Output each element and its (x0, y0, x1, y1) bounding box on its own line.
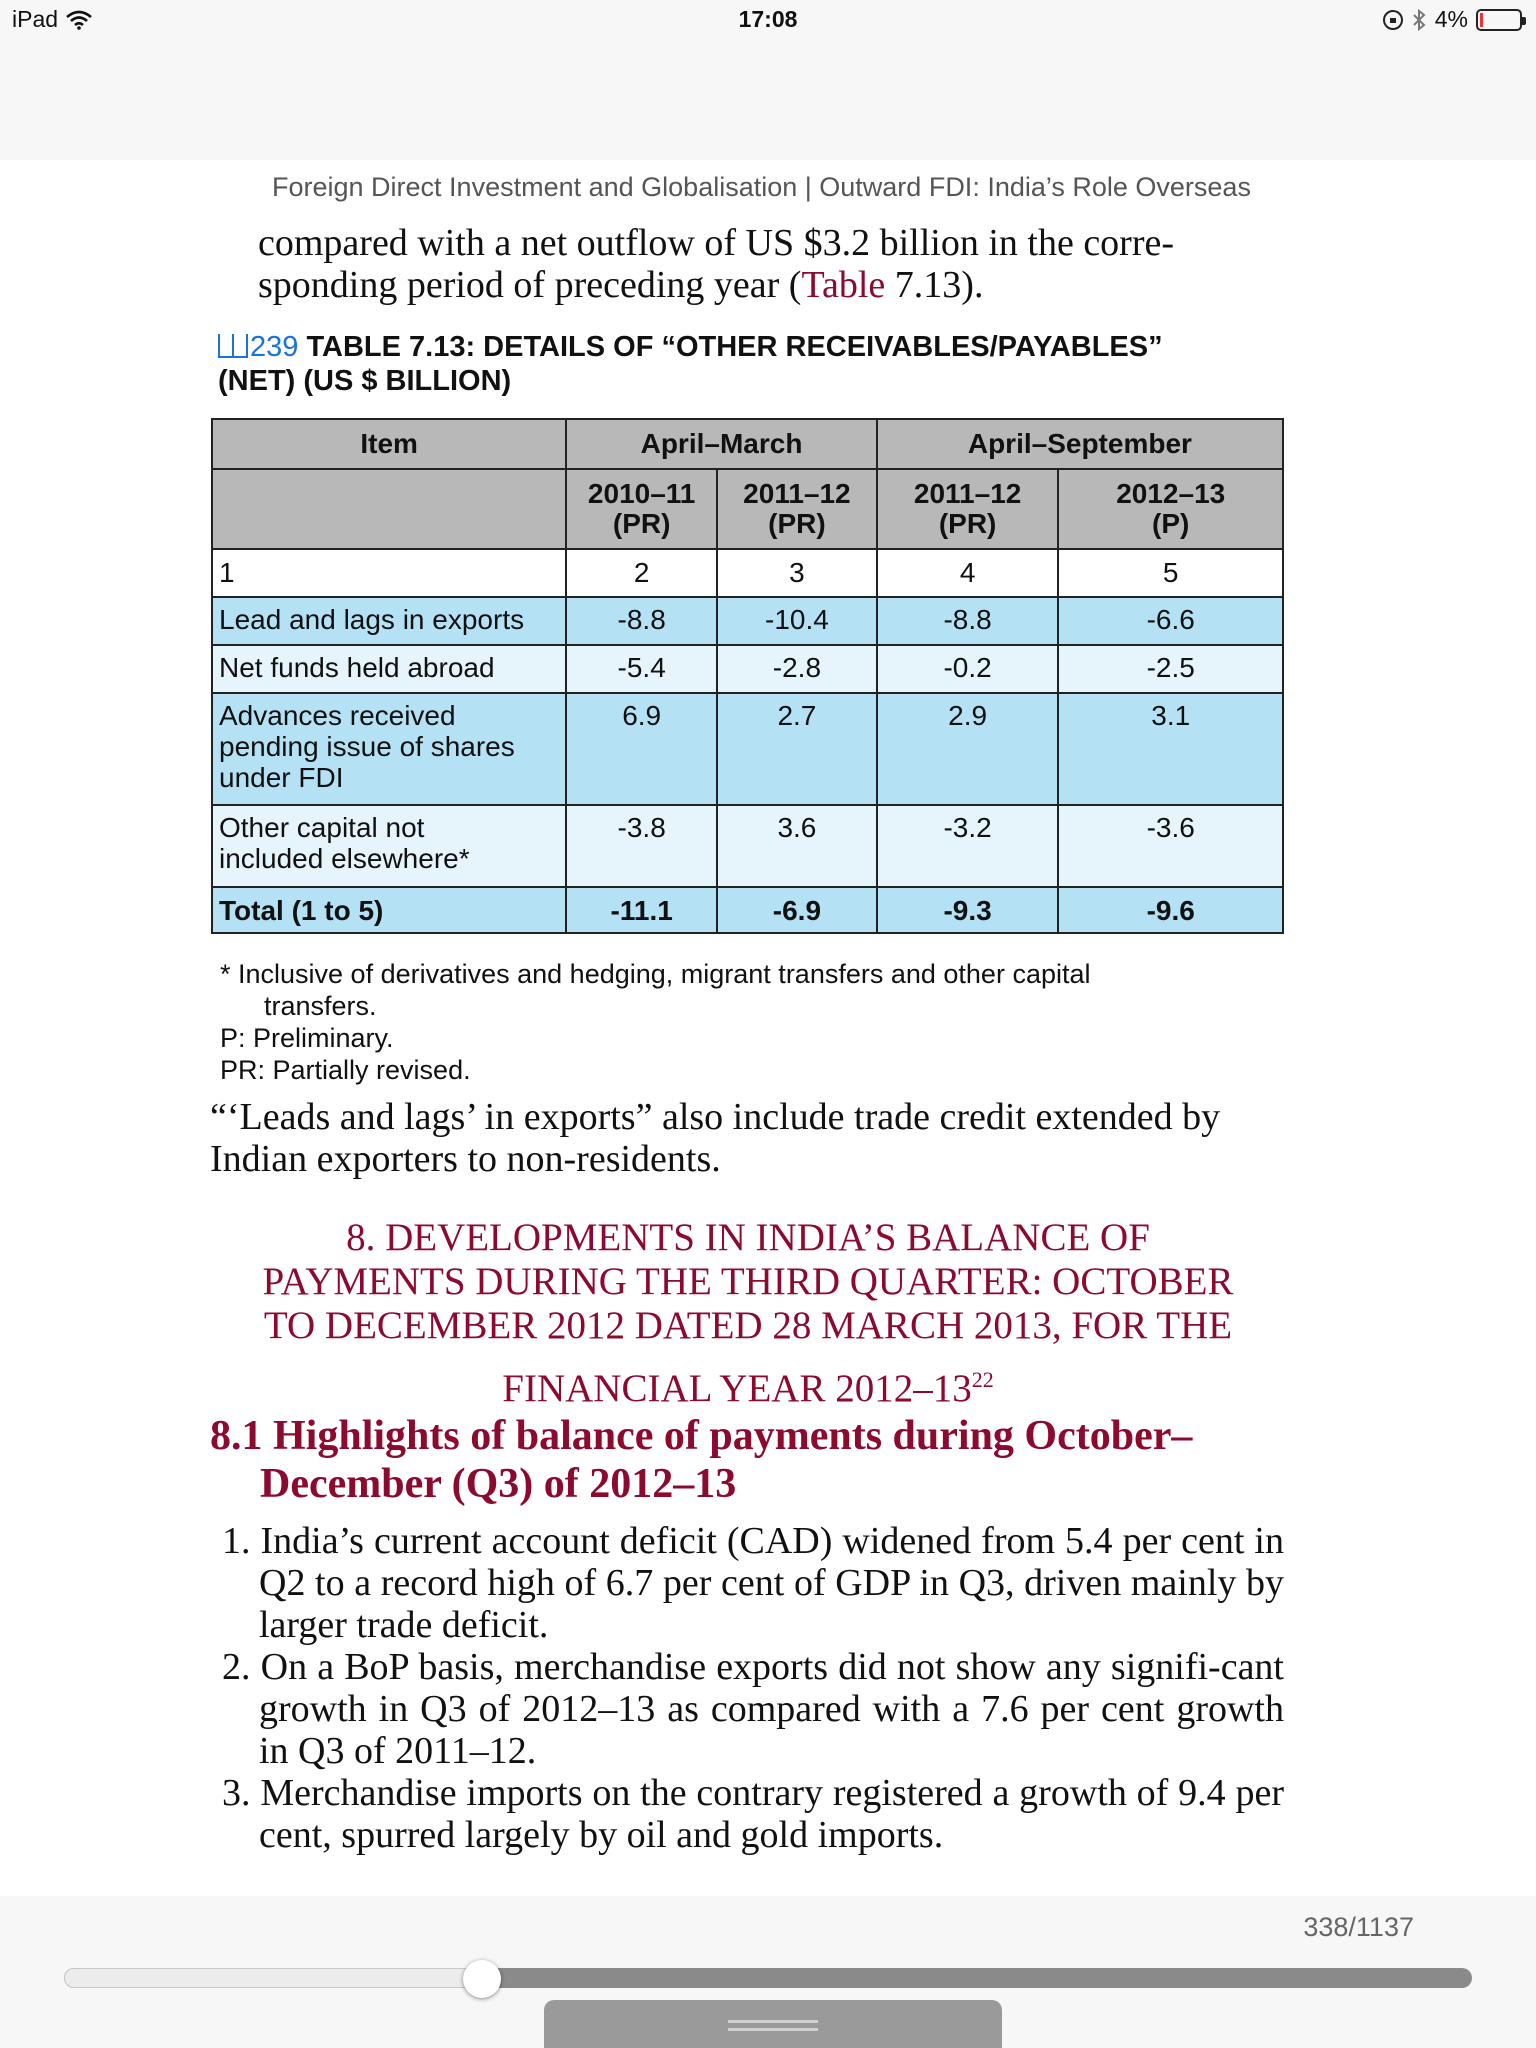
quote-paragraph: “‘Leads and lags’ in exports” also include trade credit extended by Indian exporters to non-residents. (210, 1096, 1221, 1180)
drawer-handle[interactable] (544, 2000, 1002, 2048)
table-row: Lead and lags in exports -8.8 -10.4 -8.8 -6.6 (212, 597, 1283, 645)
intro-line-1: compared with a net outflow of US $3.2 billion in the corre- (258, 222, 1175, 264)
table-notes (220, 958, 1242, 1086)
note-pr: PR: Partially revised. (220, 1055, 471, 1085)
note-p: P: Preliminary. (220, 1023, 394, 1053)
table-caption: 239 TABLE 7.13: DETAILS OF “OTHER RECEIVABLES/PAYABLES” (NET) (US $ BILLION) (218, 331, 1163, 397)
header-april-march: April–March (566, 419, 877, 469)
book-icon[interactable] (218, 334, 248, 358)
list-item: 3. Merchandise imports on the contrary registered a growth of 9.4 per cent, spurred largely by oil and gold imports. (222, 1772, 1284, 1856)
status-right (1383, 6, 1522, 33)
section-heading: 8. DEVELOPMENTS IN INDIA’S BALANCE OF PAYMENTS DURING THE THIRD QUARTER: OCTOBER TO DECEMBER 2012 DATED 28 MARCH 2013, FOR THE FINANCIAL YEAR $2012-13^{22}$ (262, 1216, 1234, 1410)
intro-line-2: sponding period of preceding year (Table 7.13). (258, 264, 984, 306)
running-head: Foreign Direct Investment and Globalisation | Outward FDI: India’s Role Overseas (272, 172, 1251, 202)
list-item: 2. On a BoP basis, merchandise exports did not show any signifi-cant growth in Q3 of 2012–13 as compared with a 7.6 per cent growth in Q3 of 2011–12. (222, 1646, 1284, 1772)
table-link[interactable]: Table (801, 264, 886, 306)
list-item: 1. India’s current account deficit (CAD) widened from 5.4 per cent in Q2 to a record high of 6.7 per cent of GDP in Q3, driven mainly by larger trade deficit. (222, 1520, 1284, 1646)
table-row: Advances received pending issue of shares under FDI 6.9 2.7 2.9 3.1 (212, 693, 1283, 805)
page-slider-progress (64, 1968, 482, 1988)
header-blank (212, 469, 566, 549)
table-row: Other capital not included elsewhere* -3.8 3.6 -3.2 -3.6 (212, 805, 1283, 887)
intro-paragraph (258, 222, 1174, 306)
page-reference-link[interactable]: 239 (250, 331, 299, 363)
clock: 17:08 (738, 6, 798, 32)
page-slider-knob[interactable] (463, 1960, 501, 1998)
device-label: iPad (12, 6, 59, 32)
table-total-row: Total (1 to 5) -11.1 -6.9 -9.3 -9.6 (212, 887, 1283, 933)
bluetooth-icon (1411, 8, 1427, 32)
header-col: 2012–13 (P) (1058, 469, 1283, 549)
table-row: Net funds held abroad -5.4 -2.8 -0.2 -2.5 (212, 645, 1283, 693)
header-col: 2011–12 (PR) (877, 469, 1059, 549)
battery-icon (1476, 9, 1522, 31)
highlights-list (222, 1520, 1284, 1856)
header-april-september: April–September (877, 419, 1283, 469)
header-col: 2011–12 (PR) (717, 469, 877, 549)
column-number-row: 1 2 3 4 5 (212, 549, 1283, 597)
page-counter: 338/1137 (1303, 1912, 1414, 1942)
fdi-table (211, 418, 1284, 934)
subsection-heading: 8.1 Highlights of balance of payments during October–December (Q3) of 2012–13 (210, 1413, 1193, 1507)
status-bar (0, 0, 1536, 160)
header-col: 2010–11 (PR) (566, 469, 717, 549)
rotation-lock-icon (1383, 10, 1403, 30)
footnote-link[interactable]: 22 (971, 1367, 994, 1392)
header-item: Item (212, 419, 566, 469)
battery-percent: 4% (1434, 6, 1468, 32)
note-asterisk: * Inclusive of derivatives and hedging, migrant transfers and other capital transfers. (220, 959, 1091, 1021)
